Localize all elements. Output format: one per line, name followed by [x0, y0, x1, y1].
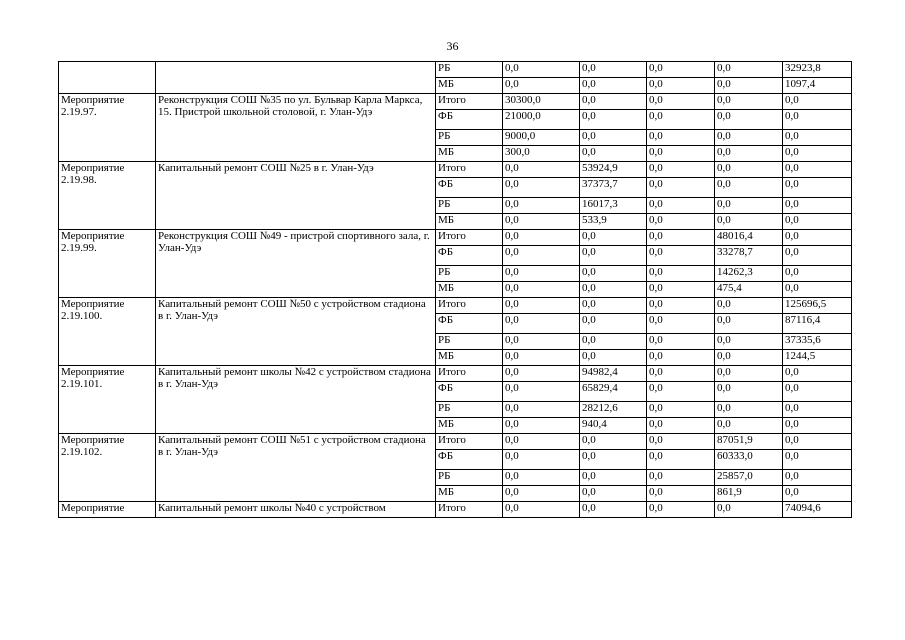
value-cell: 0,0: [783, 266, 852, 282]
value-cell: 0,0: [580, 230, 647, 246]
value-cell: 0,0: [647, 282, 715, 298]
value-cell: 0,0: [503, 418, 580, 434]
value-cell: 0,0: [503, 470, 580, 486]
value-cell: 0,0: [503, 502, 580, 518]
funding-source-cell: Итого: [436, 230, 503, 246]
value-cell: 300,0: [503, 146, 580, 162]
value-cell: 125696,5: [783, 298, 852, 314]
value-cell: 0,0: [647, 230, 715, 246]
funding-source-cell: Итого: [436, 298, 503, 314]
funding-source-cell: МБ: [436, 418, 503, 434]
funding-source-cell: Итого: [436, 94, 503, 110]
value-cell: 0,0: [580, 334, 647, 350]
value-cell: 0,0: [503, 298, 580, 314]
funding-source-cell: МБ: [436, 486, 503, 502]
value-cell: 0,0: [783, 214, 852, 230]
value-cell: 861,9: [715, 486, 783, 502]
measure-name-cell: Капитальный ремонт СОШ №51 с устройством стадиона в г. Улан-Удэ: [156, 434, 436, 502]
value-cell: 0,0: [715, 178, 783, 198]
measure-code-cell: [59, 62, 156, 94]
funding-source-cell: РБ: [436, 62, 503, 78]
value-cell: 0,0: [783, 486, 852, 502]
value-cell: 0,0: [715, 94, 783, 110]
value-cell: 0,0: [580, 314, 647, 334]
value-cell: 74094,6: [783, 502, 852, 518]
value-cell: 30300,0: [503, 94, 580, 110]
funding-source-cell: ФБ: [436, 178, 503, 198]
value-cell: 0,0: [580, 94, 647, 110]
value-cell: 940,4: [580, 418, 647, 434]
value-cell: 0,0: [647, 130, 715, 146]
table-body: [59, 62, 852, 518]
value-cell: 0,0: [715, 366, 783, 382]
value-cell: 0,0: [715, 418, 783, 434]
value-cell: 0,0: [647, 334, 715, 350]
value-cell: 1097,4: [783, 78, 852, 94]
value-cell: 0,0: [647, 402, 715, 418]
funding-source-cell: Итого: [436, 366, 503, 382]
value-cell: 32923,8: [783, 62, 852, 78]
value-cell: 0,0: [647, 450, 715, 470]
value-cell: 0,0: [580, 110, 647, 130]
value-cell: 0,0: [580, 78, 647, 94]
value-cell: 0,0: [503, 178, 580, 198]
measure-name-cell: Реконструкция СОШ №49 - пристрой спортивного зала, г. Улан-Удэ: [156, 230, 436, 298]
value-cell: 0,0: [503, 382, 580, 402]
funding-source-cell: МБ: [436, 146, 503, 162]
value-cell: 87051,9: [715, 434, 783, 450]
value-cell: 0,0: [503, 350, 580, 366]
value-cell: 65829,4: [580, 382, 647, 402]
value-cell: 0,0: [503, 214, 580, 230]
value-cell: 60333,0: [715, 450, 783, 470]
value-cell: 0,0: [783, 198, 852, 214]
value-cell: 0,0: [580, 486, 647, 502]
value-cell: 0,0: [503, 334, 580, 350]
value-cell: 0,0: [783, 94, 852, 110]
value-cell: 0,0: [715, 162, 783, 178]
value-cell: 0,0: [647, 486, 715, 502]
funding-source-cell: МБ: [436, 214, 503, 230]
value-cell: 0,0: [783, 402, 852, 418]
value-cell: 0,0: [715, 130, 783, 146]
value-cell: 475,4: [715, 282, 783, 298]
value-cell: 0,0: [783, 470, 852, 486]
value-cell: 0,0: [715, 334, 783, 350]
value-cell: 0,0: [647, 266, 715, 282]
value-cell: 0,0: [783, 418, 852, 434]
measure-code-cell: Мероприятие 2.19.97.: [59, 94, 156, 162]
value-cell: 0,0: [715, 146, 783, 162]
value-cell: 0,0: [647, 418, 715, 434]
value-cell: 0,0: [715, 110, 783, 130]
value-cell: 0,0: [783, 382, 852, 402]
funding-source-cell: МБ: [436, 350, 503, 366]
value-cell: 0,0: [647, 298, 715, 314]
value-cell: 0,0: [647, 214, 715, 230]
funding-source-cell: ФБ: [436, 382, 503, 402]
funding-source-cell: РБ: [436, 334, 503, 350]
value-cell: 0,0: [503, 198, 580, 214]
value-cell: 0,0: [715, 214, 783, 230]
measure-name-cell: Капитальный ремонт школы №42 с устройством стадиона в г. Улан-Удэ: [156, 366, 436, 434]
value-cell: 0,0: [647, 146, 715, 162]
funding-source-cell: МБ: [436, 282, 503, 298]
value-cell: 0,0: [580, 350, 647, 366]
value-cell: 0,0: [715, 382, 783, 402]
value-cell: 0,0: [580, 470, 647, 486]
value-cell: 0,0: [647, 382, 715, 402]
value-cell: 37373,7: [580, 178, 647, 198]
value-cell: 0,0: [503, 78, 580, 94]
value-cell: 0,0: [647, 314, 715, 334]
value-cell: 0,0: [783, 146, 852, 162]
value-cell: 0,0: [715, 314, 783, 334]
value-cell: 0,0: [580, 246, 647, 266]
value-cell: 0,0: [783, 110, 852, 130]
table-row: [59, 366, 852, 382]
value-cell: 0,0: [580, 266, 647, 282]
value-cell: 0,0: [647, 350, 715, 366]
funding-source-cell: Итого: [436, 502, 503, 518]
table-row: [59, 502, 852, 518]
value-cell: 0,0: [580, 146, 647, 162]
value-cell: 0,0: [647, 178, 715, 198]
value-cell: 0,0: [503, 246, 580, 266]
value-cell: 0,0: [503, 162, 580, 178]
value-cell: 0,0: [647, 434, 715, 450]
value-cell: 48016,4: [715, 230, 783, 246]
value-cell: 0,0: [503, 266, 580, 282]
measure-code-cell: Мероприятие 2.19.101.: [59, 366, 156, 434]
measure-name-cell: Капитальный ремонт школы №40 с устройством: [156, 502, 436, 518]
value-cell: 9000,0: [503, 130, 580, 146]
value-cell: 0,0: [647, 78, 715, 94]
value-cell: 0,0: [503, 486, 580, 502]
measure-name-cell: Капитальный ремонт СОШ №25 в г. Улан-Удэ: [156, 162, 436, 230]
value-cell: 0,0: [783, 162, 852, 178]
value-cell: 0,0: [503, 314, 580, 334]
value-cell: 0,0: [783, 130, 852, 146]
value-cell: 0,0: [580, 434, 647, 450]
value-cell: 28212,6: [580, 402, 647, 418]
value-cell: 0,0: [783, 434, 852, 450]
table-row: [59, 230, 852, 246]
value-cell: 0,0: [647, 470, 715, 486]
measure-name-cell: Капитальный ремонт СОШ №50 с устройством стадиона в г. Улан-Удэ: [156, 298, 436, 366]
value-cell: 0,0: [783, 282, 852, 298]
value-cell: 0,0: [647, 198, 715, 214]
value-cell: 0,0: [715, 198, 783, 214]
value-cell: 0,0: [503, 62, 580, 78]
value-cell: 0,0: [783, 450, 852, 470]
value-cell: 0,0: [580, 282, 647, 298]
value-cell: 37335,6: [783, 334, 852, 350]
table-row: [59, 434, 852, 450]
value-cell: 21000,0: [503, 110, 580, 130]
funding-source-cell: ФБ: [436, 246, 503, 266]
funding-source-cell: ФБ: [436, 314, 503, 334]
funding-source-cell: РБ: [436, 470, 503, 486]
value-cell: 0,0: [503, 434, 580, 450]
value-cell: 0,0: [647, 94, 715, 110]
value-cell: 1244,5: [783, 350, 852, 366]
table-row: [59, 62, 852, 78]
table-row: [59, 162, 852, 178]
value-cell: 94982,4: [580, 366, 647, 382]
value-cell: 0,0: [647, 246, 715, 266]
value-cell: 0,0: [647, 110, 715, 130]
value-cell: 0,0: [580, 130, 647, 146]
value-cell: 0,0: [647, 366, 715, 382]
table-row: [59, 298, 852, 314]
value-cell: 0,0: [715, 62, 783, 78]
funding-source-cell: РБ: [436, 402, 503, 418]
value-cell: 0,0: [783, 178, 852, 198]
value-cell: 53924,9: [580, 162, 647, 178]
value-cell: 25857,0: [715, 470, 783, 486]
value-cell: 0,0: [647, 62, 715, 78]
value-cell: 0,0: [503, 282, 580, 298]
funding-source-cell: Итого: [436, 162, 503, 178]
value-cell: 0,0: [503, 366, 580, 382]
value-cell: 14262,3: [715, 266, 783, 282]
page-number: 36: [446, 39, 459, 53]
value-cell: 0,0: [715, 350, 783, 366]
measure-code-cell: Мероприятие 2.19.100.: [59, 298, 156, 366]
value-cell: 0,0: [580, 450, 647, 470]
value-cell: 87116,4: [783, 314, 852, 334]
value-cell: 0,0: [503, 450, 580, 470]
value-cell: 0,0: [580, 298, 647, 314]
funding-source-cell: Итого: [436, 434, 503, 450]
funding-source-cell: ФБ: [436, 450, 503, 470]
funding-source-cell: РБ: [436, 130, 503, 146]
value-cell: 0,0: [647, 162, 715, 178]
value-cell: 0,0: [783, 246, 852, 266]
measure-code-cell: Мероприятие 2.19.102.: [59, 434, 156, 502]
measure-code-cell: Мероприятие 2.19.99.: [59, 230, 156, 298]
funding-source-cell: РБ: [436, 198, 503, 214]
table-row: [59, 94, 852, 110]
value-cell: 0,0: [715, 78, 783, 94]
value-cell: 0,0: [783, 230, 852, 246]
value-cell: 0,0: [503, 402, 580, 418]
value-cell: 0,0: [580, 502, 647, 518]
value-cell: 0,0: [715, 402, 783, 418]
value-cell: 16017,3: [580, 198, 647, 214]
budget-table: [58, 61, 852, 518]
value-cell: 533,9: [580, 214, 647, 230]
value-cell: 0,0: [647, 502, 715, 518]
measure-code-cell: Мероприятие: [59, 502, 156, 518]
value-cell: 0,0: [580, 62, 647, 78]
funding-source-cell: МБ: [436, 78, 503, 94]
measure-name-cell: [156, 62, 436, 94]
value-cell: 0,0: [783, 366, 852, 382]
value-cell: 0,0: [715, 298, 783, 314]
measure-code-cell: Мероприятие 2.19.98.: [59, 162, 156, 230]
value-cell: 33278,7: [715, 246, 783, 266]
funding-source-cell: ФБ: [436, 110, 503, 130]
funding-source-cell: РБ: [436, 266, 503, 282]
value-cell: 0,0: [715, 502, 783, 518]
measure-name-cell: Реконструкция СОШ №35 по ул. Бульвар Карла Маркса, 15. Пристрой школьной столовой, г. Улан-Удэ: [156, 94, 436, 162]
value-cell: 0,0: [503, 230, 580, 246]
